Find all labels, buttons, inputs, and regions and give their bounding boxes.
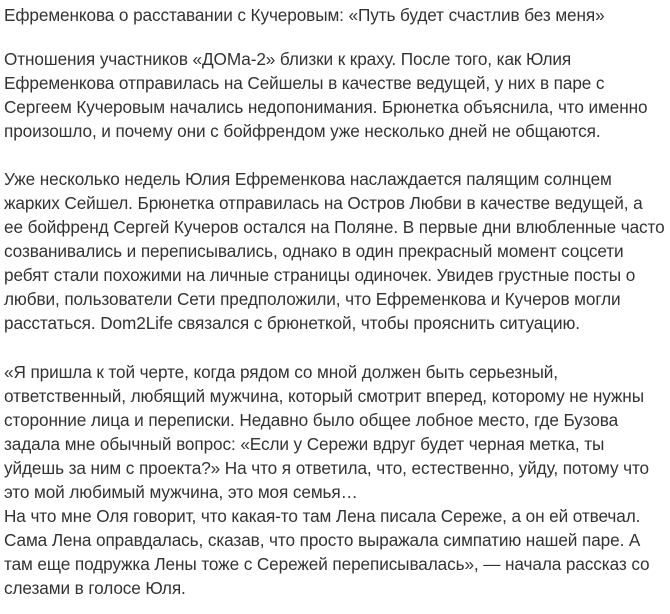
paragraph-line: это мой любимый мужчина, это моя семья… — [4, 482, 358, 502]
paragraph-line: На что мне Оля говорит, что какая-то там Лена писала Сереже, а он ей отвечал. — [4, 506, 641, 526]
paragraph-line: расстаться. Dom2Life связался с брюнеткой, чтобы прояснить ситуацию. — [4, 313, 580, 333]
article — [4, 4, 668, 600]
paragraph-line: ответственный, любящий мужчина, который смотрит вперед, которому не нужны — [4, 386, 644, 406]
paragraph-line: произошло, и почему они с бойфрендом уже несколько дней не общаются. — [4, 121, 601, 141]
paragraph-line: задала мне обычный вопрос: «Если у Сережи вдруг будет черная метка, ты — [4, 434, 605, 454]
paragraph-line: ребят стали похожими на личные страницы одиночек. Увидев грустные посты о — [4, 265, 636, 285]
paragraph-line: там еще подружка Лены тоже с Сережей переписывалась», — начала рассказ со — [4, 554, 650, 574]
paragraph-line: ее бойфренд Сергей Кучеров остался на Поляне. В первые дни влюбленные часто — [4, 217, 665, 237]
article-headline: Ефременкова о расставании с Кучеровым: «Путь будет счастлив без меня» — [4, 5, 605, 25]
paragraph-line: слезами в голосе Юля. — [4, 578, 186, 598]
paragraph-line: Уже несколько недель Юлия Ефременкова наслаждается палящим солнцем — [4, 169, 612, 189]
paragraph-line: Отношения участников «ДОМа-2» близки к краху. После того, как Юлия — [4, 49, 572, 69]
paragraph-line: жарких Сейшел. Брюнетка отправилась на Остров Любви в качестве ведущей, а — [4, 193, 643, 213]
paragraph-line: Сама Лена оправдалась, сказав, что просто выражала симпатию нашей паре. А — [4, 530, 641, 550]
paragraph-line: уйдешь за ним с проекта?» На что я ответила, что, естественно, уйду, потому что — [4, 458, 650, 478]
article-paragraph-2 — [4, 167, 668, 335]
article-paragraph-1 — [4, 47, 668, 143]
paragraph-line: «Я пришла к той черте, когда рядом со мной должен быть серьезный, — [4, 362, 558, 382]
paragraph-line: любви, пользователи Сети предположили, что Ефременкова и Кучеров могли — [4, 289, 621, 309]
paragraph-line: Сергеем Кучеровым начались недопонимания. Брюнетка объяснила, что именно — [4, 97, 648, 117]
paragraph-line: созванивались и переписывались, однако в один прекрасный момент соцсети — [4, 241, 624, 261]
paragraph-line: Ефременкова отправилась на Сейшелы в качестве ведущей, у них в паре с — [4, 73, 605, 93]
article-paragraph-3 — [4, 360, 668, 600]
paragraph-line: сторонние лица и переписки. Недавно было общее лобное место, где Бузова — [4, 410, 619, 430]
